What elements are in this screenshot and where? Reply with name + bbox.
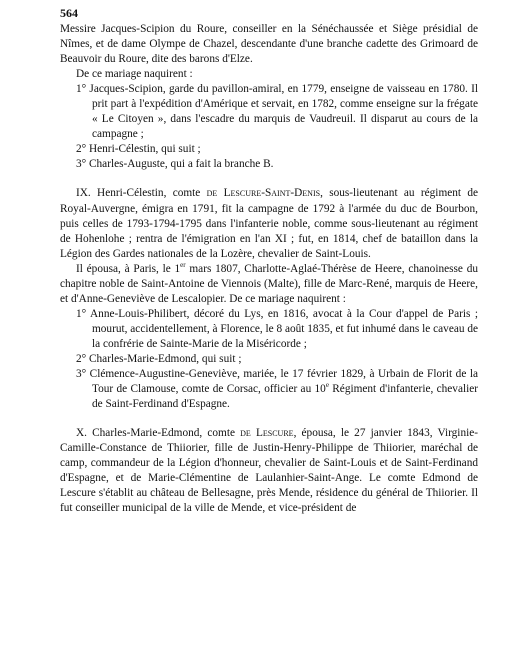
section-ix-de: de [206, 187, 218, 200]
section-ix-name: Lescure-Saint-Denis [223, 187, 321, 200]
list-item-superscript: e [325, 381, 329, 390]
children-list-2 [60, 307, 478, 412]
section-x-text: , épousa, le 27 janvier 1843, Virginie-Camille-Constance de Thiiorier, fille de Justin-Henry-Philippe de Thiiorier, maréchal de camp, commandeur de la Légion d'honneur, chevalier de Saint-Louis et de Saint-Ferdinand d'Espagne, et de Marie-Clémentine de Laulanhier-Saint-Ange. Le comte Edmond de Lescure s'établit au château de Bellesagne, près Mende, résidence du général de Thiiorier. Il fut conseiller municipal de la ville de Mende, et vice-président de [60, 427, 479, 515]
paragraph-2: De ce mariage naquirent : [76, 68, 193, 81]
list-item: 2° Henri-Célestin, qui suit ; [76, 143, 201, 156]
list-item-text-b: Régiment d'infanterie, chevalier de Saint-Ferdinand d'Espagne. [92, 383, 479, 411]
page-number: 564 [60, 6, 78, 20]
children-list-1 [60, 82, 478, 172]
marriage-text-b: mars 1807, Charlotte-Aglaé-Thérèse de Heere, chanoinesse du chapitre noble de Saint-Antoine de Viennois (Malte), fille de Marc-René, marquis de Heere, et d'Anne-Geneviève de Lescalopier. De ce mariage naquirent : [60, 262, 478, 305]
list-item: 3° Charles-Auguste, qui a fait la branche B. [76, 158, 274, 171]
list-item-text-a: 3° Clémence-Augustine-Geneviève, mariée, le 17 février 1829, à Urbain de Florit de la Tour de Clamouse, comte de Corsac, officier au 10 [76, 368, 478, 396]
section-x-lead: X. Charles-Marie-Edmond, comte [76, 427, 235, 440]
marriage-text-a: Il épousa, à Paris, le 1 [76, 262, 181, 275]
section-x-paragraph [60, 426, 478, 516]
section-ix-text: , sous-lieutenant au régiment de Royal-Auvergne, émigra en 1791, fit la campagne de 1792 à l'armée du duc de Bourbon, puis celles de 1793-1794-1795 dans l'infanterie noble, comme sous-lieutenant au régiment de Hohenlohe ; rentra de l'émigration en l'an XI ; fut, en 1814, chef de bataillon dans la Légion des Gardes nationales de la Lozère, chevalier de Saint-Louis. [60, 187, 479, 260]
list-item [60, 367, 478, 412]
list-item: 1° Anne-Louis-Philibert, décoré du Lys, en 1816, avocat à la Cour d'appel de Paris ; mourut, accidentellement, à Florence, le 8 août 1835, et fut inhumé dans le caveau de la confrérie de Sainte-Marie de la Miséricorde ; [76, 307, 478, 350]
section-ix-paragraph [60, 186, 478, 261]
section-x-de: de [240, 427, 251, 440]
section-x-name: Lescure [255, 427, 294, 440]
list-item: 2° Charles-Marie-Edmond, qui suit ; [76, 352, 242, 365]
marriage-superscript: er [180, 260, 186, 269]
marriage-paragraph [60, 262, 478, 307]
list-item: 1° Jacques-Scipion, garde du pavillon-amiral, en 1779, enseigne de vaisseau en 1780. Il prit part à l'expédition d'Amérique et servait, en 1782, comme enseigne sur la frégate « Le Citoyen », dans l'escadre du marquis de Vaudreuil. Il disparut au cours de la campagne ; [76, 83, 478, 141]
section-ix-lead: IX. Henri-Célestin, comte [76, 187, 201, 200]
paragraph-1: Messire Jacques-Scipion du Roure, conseiller en la Sénéchaussée et Siège présidial de Nîmes, et de dame Olympe de Chazel, descendante d'une branche cadette des Grimoard de Beauvoir du Roure, dite des barons d'Elze. [60, 23, 478, 66]
